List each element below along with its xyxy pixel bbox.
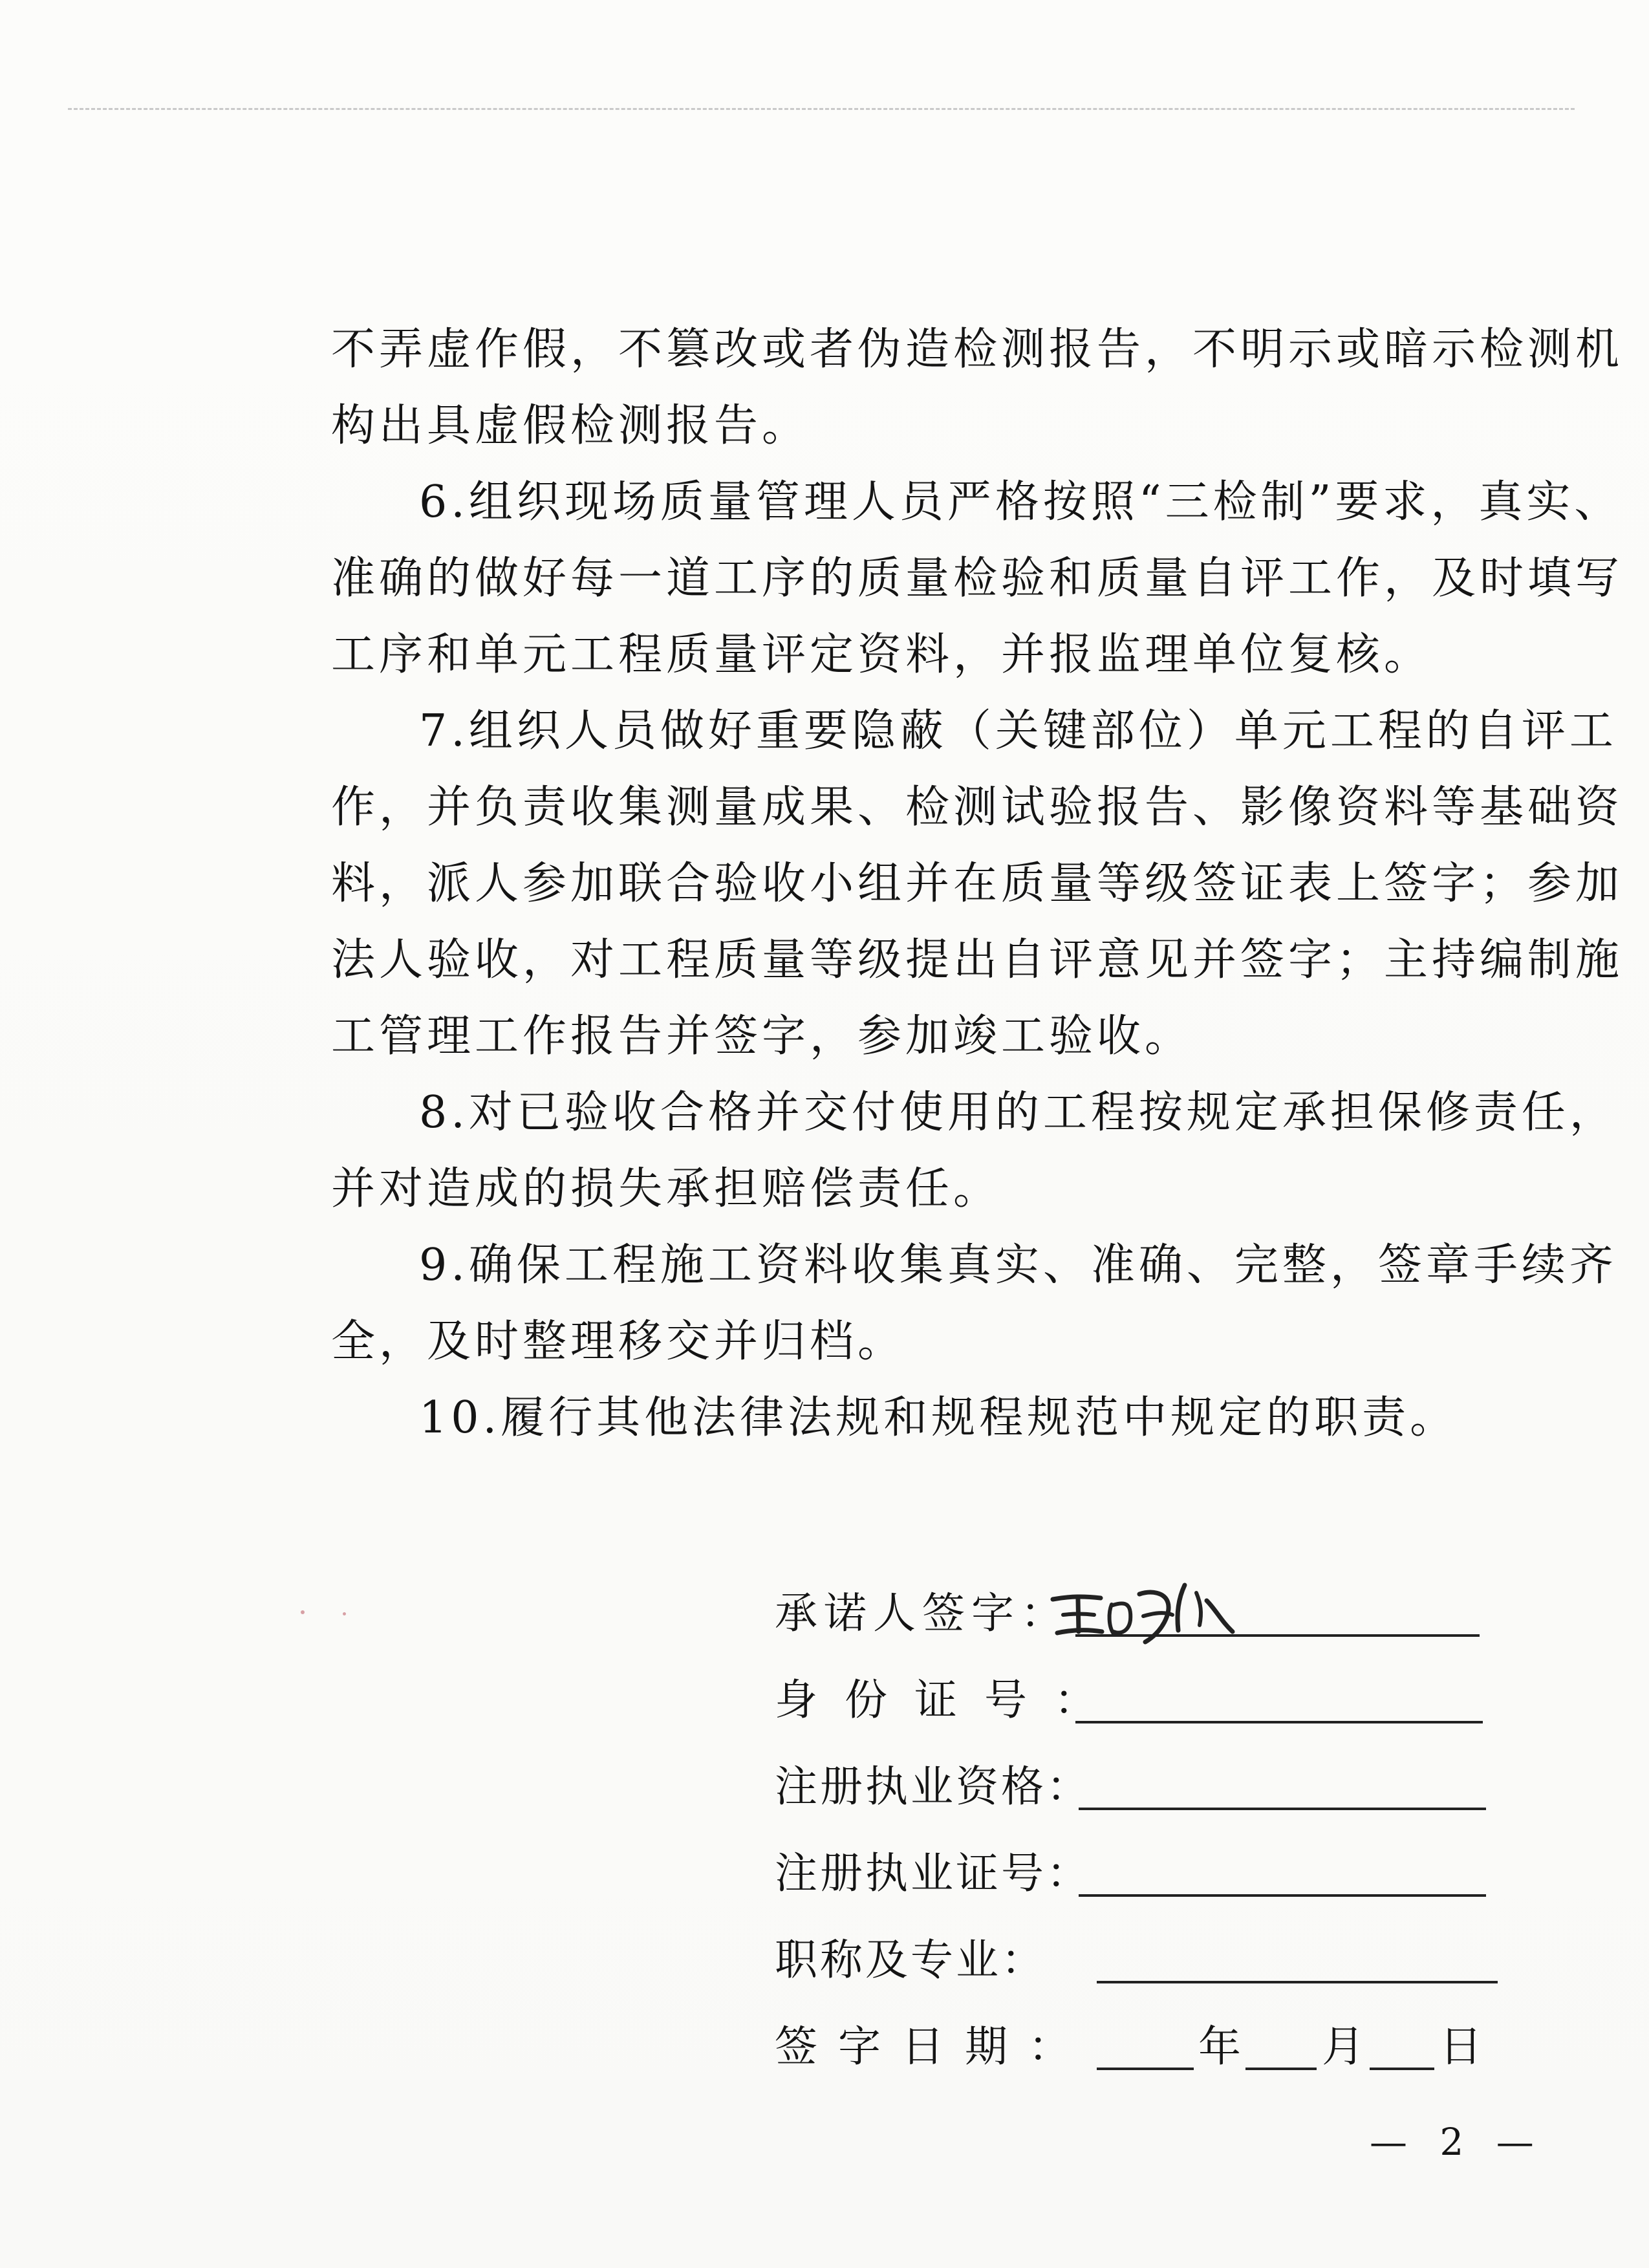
paper-speck [301,1610,305,1614]
body-line: 10.履行其他法律法规和规程规范中规定的职责。 [419,1392,1458,1443]
body-line: 并对造成的损失承担赔偿责任。 [331,1163,1002,1215]
month-line [1245,2068,1317,2070]
registration-qualification-line [1079,1808,1486,1810]
registration-qualification-label: 注册执业资格： [775,1762,1092,1811]
paper-speck [343,1612,346,1615]
month-unit: 月 [1322,2022,1364,2071]
registration-qualification-row [775,1761,1512,1848]
title-major-label: 职称及专业： [775,1935,1046,1985]
paragraph-item-7 [331,693,1624,1075]
id-number-label: 身份证号： [775,1675,1124,1725]
body-line: 7.组织人员做好重要隐蔽（关键部位）单元工程的自评工 [419,706,1617,757]
day-line [1370,2068,1434,2070]
body-line: 8.对已验收合格并交付使用的工程按规定承担保修责任， [419,1087,1617,1138]
paragraph-item-9 [331,1227,1617,1380]
id-number-line [1075,1721,1483,1723]
title-major-line [1097,1981,1498,1983]
body-line: 全，及时整理移交并归档。 [331,1316,906,1367]
body-line: 料，派人参加联合验收小组并在质量等级签证表上签字；参加 [331,858,1624,909]
document-body [331,312,1624,1456]
year-line [1097,2068,1194,2070]
promiser-sign-label: 承诺人签字： [775,1588,1070,1638]
signature-section [775,1588,1512,2108]
title-major-row [775,1934,1512,2021]
paragraph-item-10 [331,1380,1502,1456]
body-line: 不弄虚作假，不篡改或者伪造检测报告，不明示或暗示检测机 [331,324,1624,375]
registration-cert-row [775,1848,1512,1934]
body-line: 构出具虚假检测报告。 [331,400,810,451]
sign-date-row [775,2021,1512,2108]
paragraph-continuation [331,312,1624,464]
day-unit: 日 [1439,2022,1482,2071]
body-line: 法人验收，对工程质量等级提出自评意见并签字；主持编制施 [331,934,1624,986]
year-unit: 年 [1198,2022,1241,2071]
body-line: 工管理工作报告并签字，参加竣工验收。 [331,1011,1193,1062]
handwritten-signature [1046,1572,1240,1650]
body-line: 准确的做好每一道工序的质量检验和质量自评工作，及时填写 [331,553,1624,604]
id-number-row [775,1674,1512,1761]
registration-cert-line [1079,1894,1486,1897]
paragraph-item-8 [331,1075,1617,1227]
page-number: — 2 — [1370,2120,1544,2164]
body-line: 6.组织现场质量管理人员严格按照“三检制”要求，真实、 [419,477,1622,528]
body-line: 9.确保工程施工资料收集真实、准确、完整，签章手续齐 [419,1240,1617,1291]
sign-date-label: 签字日期： [775,2022,1092,2071]
top-divider [68,108,1575,110]
promiser-sign-row [775,1588,1512,1674]
registration-cert-label: 注册执业证号： [775,1848,1092,1898]
body-line: 工序和单元工程质量评定资料，并报监理单位复核。 [331,629,1432,680]
paragraph-item-6 [331,464,1624,693]
body-line: 作，并负责收集测量成果、检测试验报告、影像资料等基础资 [331,782,1624,833]
